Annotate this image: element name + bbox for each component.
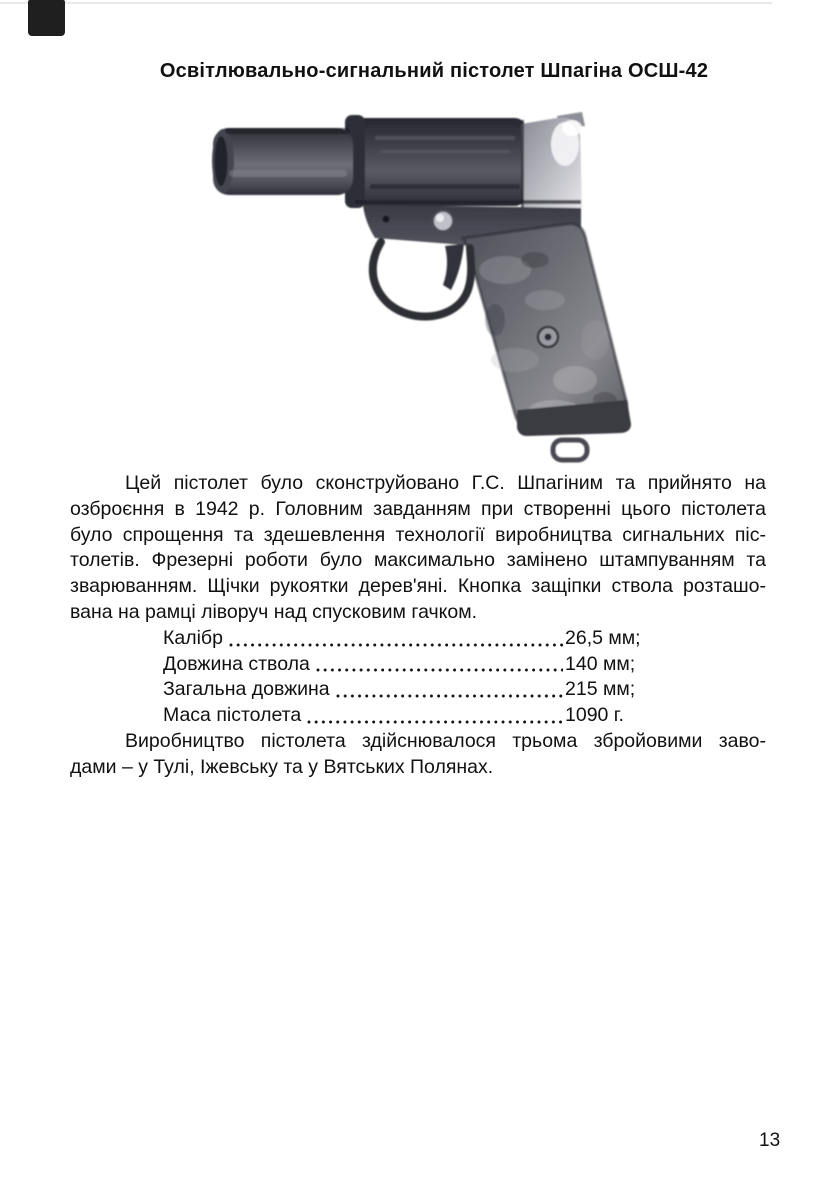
trigger	[443, 244, 464, 290]
spec-row	[163, 703, 624, 729]
spec-row	[163, 677, 636, 703]
paragraph-line: зварюванням. Щічки рукоятки дерев'яні. Кнопка защіпки ствола розташо-	[70, 575, 766, 598]
spec-value: 1090 г.	[565, 704, 624, 727]
dot-leader	[316, 668, 563, 672]
spec-label: Калібр	[163, 626, 223, 649]
spec-label: Маса пістолета	[163, 704, 302, 727]
spec-row	[163, 652, 636, 678]
paragraph-line: дами – у Тулі, Іжевську та у Вятських Полянах.	[70, 755, 494, 778]
barrel-sleeve	[347, 118, 525, 206]
latch-button	[433, 211, 453, 231]
spec-row	[163, 626, 641, 652]
spec-value: 140 мм;	[565, 652, 636, 675]
dot-leader	[229, 643, 563, 647]
barrel-muzzle	[213, 128, 353, 195]
pistol-photo	[205, 110, 645, 470]
page-title: Освітлювально-сигнальний пістолет Шпагіна ОСШ-42	[159, 60, 709, 82]
paragraph-line: толетів. Фрезерні роботи було максимально замінено штампуванням та	[70, 549, 766, 572]
flare-pistol-illustration	[205, 110, 645, 470]
scan-artifact-mark	[28, 0, 65, 36]
paragraph-line: було спрощення та здешевлення технології виробництва сигнальних піс-	[70, 523, 766, 546]
paragraph-line: вана на рамці ліворуч над спусковим гачком.	[70, 600, 478, 623]
spec-label: Довжина ствола	[163, 652, 310, 675]
spec-label: Загальна довжина	[163, 678, 330, 701]
body-text	[70, 471, 766, 781]
spec-list	[70, 626, 766, 729]
paragraph-line: озброєння в 1942 р. Головним завданням при створенні цього пістолета	[70, 497, 766, 520]
dot-leader	[307, 720, 563, 724]
paragraph-line: Цей пістолет було сконструйовано Г.С. Шпагіним та прийнято на	[125, 472, 766, 494]
lanyard-loop	[553, 440, 587, 460]
paragraph-1	[70, 471, 766, 626]
page-number: 13	[759, 1130, 781, 1151]
spec-value: 215 мм;	[565, 678, 636, 701]
scan-edge-line	[0, 2, 772, 4]
dot-leader	[336, 694, 563, 698]
paragraph-line: Виробництво пістолета здійснювалося трьома збройовими заво-	[125, 729, 766, 752]
spec-value: 26,5 мм;	[565, 626, 641, 649]
frame-pin	[383, 216, 390, 223]
paragraph-2	[70, 729, 766, 781]
